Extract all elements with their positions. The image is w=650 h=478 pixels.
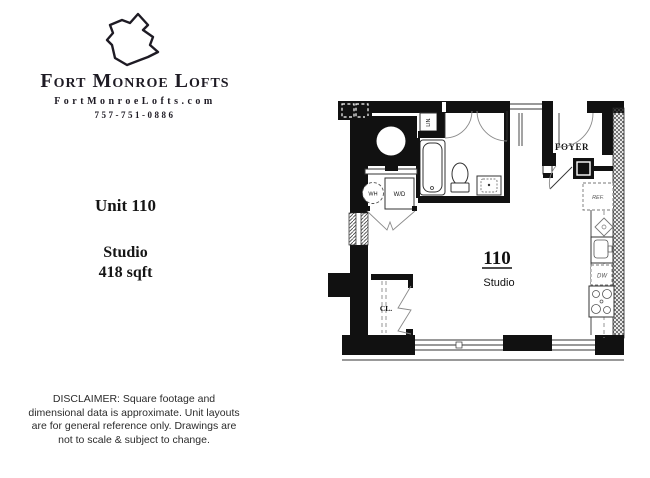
refrigerator-label: REF. [592, 195, 604, 201]
foyer [519, 113, 613, 189]
window [552, 340, 595, 350]
water-heater [363, 183, 384, 204]
fort-monroe-map-icon [104, 10, 166, 68]
shower [365, 116, 417, 166]
kitchen [583, 183, 614, 338]
water-heater-label: WH [368, 191, 378, 198]
unit-label [482, 248, 515, 289]
linen-label: LIN. [426, 117, 432, 127]
floor-plan [325, 88, 635, 374]
left-wall-window [349, 213, 368, 245]
vanity-sink [477, 176, 501, 195]
unit-type-heading: Studio [103, 244, 148, 261]
right-exterior-wall [613, 108, 624, 338]
unit-area-heading: 418 sqft [98, 264, 153, 281]
transom-opening [510, 102, 542, 112]
unit-info [38, 196, 213, 282]
toilet [451, 163, 469, 192]
washer-dryer-label: W/D [393, 192, 406, 198]
closet [371, 274, 413, 336]
unit-type-label: Studio [483, 277, 515, 289]
disclaimer-text: DISCLAIMER: Square footage and dimensional data is approximate. Unit layouts are for general reference only. Drawings are not to scale & subject to change. [28, 393, 240, 446]
pantry-diamond [595, 218, 613, 236]
foyer-label: FOYER [555, 142, 589, 152]
unit-number-label: 110 [483, 248, 511, 269]
dishwasher-label: DW [597, 273, 607, 280]
kitchen-sink [591, 237, 613, 263]
logo-title: Fort Monroe Lofts [40, 70, 230, 92]
laundry-bifold-doors [365, 206, 417, 230]
logo-website: FortMonroeLofts.com [54, 96, 216, 107]
logo-block [28, 10, 242, 120]
logo-phone: 757-751-0886 [94, 110, 176, 120]
closet-bifold-doors [398, 286, 411, 334]
washer-dryer [385, 178, 414, 209]
window [415, 340, 503, 350]
bathroom-door-arc-2 [477, 111, 507, 141]
refrigerator [583, 183, 613, 210]
column [573, 158, 594, 179]
closet-label: CL. [379, 304, 393, 313]
bathtub [420, 140, 445, 195]
stove [589, 286, 614, 317]
dishwasher [591, 265, 612, 285]
unit-number-heading: Unit 110 [95, 196, 156, 215]
